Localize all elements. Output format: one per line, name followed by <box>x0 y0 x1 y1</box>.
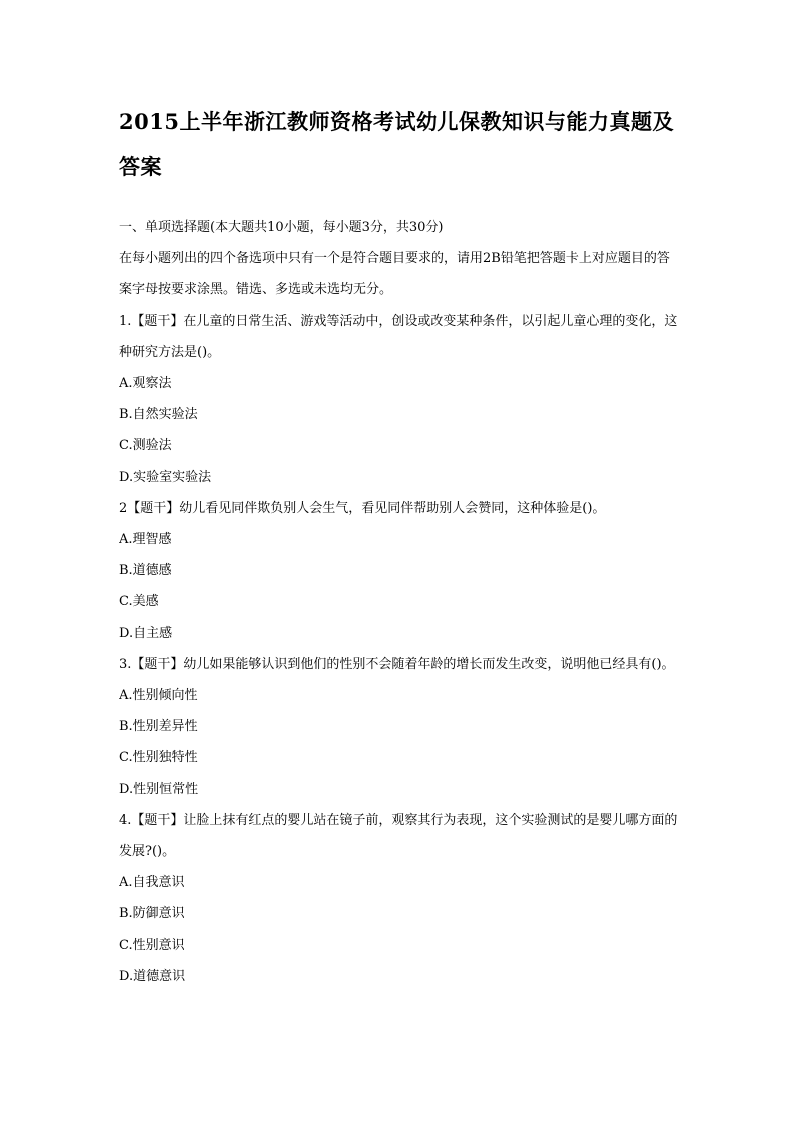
document-body <box>119 212 679 992</box>
question-2 <box>119 493 679 649</box>
option-d: D.自主感 <box>119 625 173 641</box>
option-c: C.性别意识 <box>119 937 185 953</box>
option-b: B.性别差异性 <box>119 719 198 735</box>
question-stem: 2【题干】幼儿看见同伴欺负别人会生气，看见同伴帮助别人会赞同，这种体验是()。 <box>119 500 606 516</box>
option-c: C.美感 <box>119 594 159 610</box>
question-stem: 4.【题干】让脸上抹有红点的婴儿站在镜子前，观察其行为表现，这个实验测试的是婴儿哪方面的发展?()。 <box>119 812 678 860</box>
question-stem: 3.【题干】幼儿如果能够认识到他们的性别不会随着年龄的增长而发生改变，说明他已经具有()。 <box>119 656 675 672</box>
option-b: B.自然实验法 <box>119 407 198 423</box>
section-heading: 一、单项选择题(本大题共10小题，每小题3分，共30分) <box>119 220 444 235</box>
option-a: A.性别倾向性 <box>119 688 198 704</box>
option-c: C.性别独特性 <box>119 750 198 766</box>
question-1 <box>119 306 679 493</box>
option-a: A.理智感 <box>119 532 172 548</box>
option-b: B.防御意识 <box>119 906 185 922</box>
option-d: D.性别恒常性 <box>119 781 199 797</box>
instructions-paragraph: 在每小题列出的四个备选项中只有一个是符合题目要求的，请用2B铅笔把答题卡上对应题目的答案字母按要求涂黑。错选、多选或未选均无分。 <box>119 251 670 298</box>
document-title: 2015上半年浙江教师资格考试幼儿保教知识与能力真题及答案 <box>119 109 674 179</box>
question-4 <box>119 805 679 992</box>
option-a: A.观察法 <box>119 376 172 392</box>
question-3 <box>119 649 679 805</box>
option-d: D.实验室实验法 <box>119 469 212 485</box>
option-b: B.道德感 <box>119 563 172 579</box>
option-d: D.道德意识 <box>119 968 186 984</box>
option-a: A.自我意识 <box>119 875 185 891</box>
question-stem: 1.【题干】在儿童的日常生活、游戏等活动中，创设或改变某种条件，以引起儿童心理的变化，这种研究方法是()。 <box>119 313 678 360</box>
option-c: C.测验法 <box>119 438 172 454</box>
